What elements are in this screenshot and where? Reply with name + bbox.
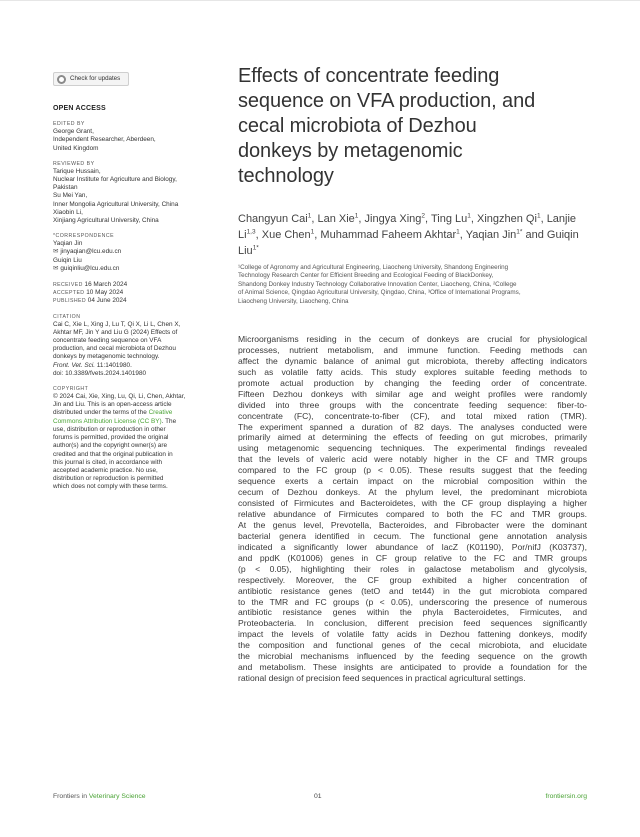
author-name[interactable]: Lanjie Li <box>238 213 577 241</box>
author-affiliation-ref: 1 <box>467 212 471 220</box>
abstract-line: antibiotic resistance genes (tetO and tet44) in the gut microbiota compared <box>238 585 587 596</box>
abstract-line: affect the dynamic balance of animal gut microbiota, thereby affecting indicators <box>238 355 587 366</box>
received-value: 16 March 2024 <box>84 281 128 289</box>
top-divider <box>0 0 640 1</box>
abstract-line: and metabolism. These insights are anticipated to provide a foundation for the <box>238 662 587 673</box>
footer-site-link[interactable]: frontiersin.org <box>545 793 587 800</box>
author-affiliation-ref: 1* <box>516 228 523 236</box>
reviewer-line: Xinjiang Agricultural University, China <box>53 217 159 225</box>
copyright-line: use, distribution or reproduction in other <box>53 425 166 433</box>
email-link[interactable] <box>53 265 215 273</box>
license-link[interactable]: Commons Attribution License (CC BY) <box>53 417 162 425</box>
abstract-line: sequence exerts a certain impact on the microbial composition within the <box>238 476 587 487</box>
citation-line: production, and cecal microbiota of Dezhou <box>53 345 176 353</box>
published-date <box>53 297 215 305</box>
citation-line: Akhtar MF, Jin Y and Liu G (2024) Effects of <box>53 328 178 336</box>
email-address: guiqinliu@lcu.edu.cn <box>60 264 120 272</box>
copyright-line: credited and that the original publication in <box>53 450 173 458</box>
copyright-line: author(s) and the copyright owner(s) are <box>53 442 168 450</box>
author-name[interactable]: Muhammad Faheem Akhtar <box>320 229 457 241</box>
abstract <box>238 334 587 684</box>
abstract-line: impact the levels of volatile fatty acids in Dezhou fattening donkeys, modify <box>238 629 587 640</box>
abstract-line: using metagenomic sequencing techniques. The experimental findings revealed <box>238 443 587 454</box>
copyright-line: forums is permitted, provided the original <box>53 434 169 442</box>
title-line: technology <box>238 165 334 187</box>
author-name[interactable]: Lan Xie <box>317 213 355 225</box>
copyright-line: © 2024 Cai, Xie, Xing, Lu, Qi, Li, Chen, Akhtar, <box>53 393 186 401</box>
dates-section <box>53 281 215 306</box>
envelope-icon: ✉ <box>53 264 59 272</box>
edited-by-label: EDITED BY <box>53 121 85 128</box>
editor-line: Independent Researcher, Aberdeen, <box>53 136 156 144</box>
abstract-line: compared to the FC group (p < 0.05). These results suggest that the feeding <box>238 465 587 476</box>
article-title <box>238 64 598 189</box>
abstract-line: antibiotic resistance genes within the phyla Bacteroidetes, Firmicutes, and <box>238 607 587 618</box>
abstract-line: to the TMR and FC groups (p < 0.05), underscoring the presence of numerous <box>238 596 587 607</box>
article-sidebar <box>53 72 215 492</box>
title-line: Effects of concentrate feeding <box>238 65 500 87</box>
citation-doi[interactable]: doi: 10.3389/fvets.2024.1401980 <box>53 369 147 377</box>
author-name[interactable]: Xue Chen <box>261 229 311 241</box>
affiliation-line: Shandong Donkey Industry Technology Collaborative Innovation Center, Liaocheng, China, ²College <box>238 280 517 288</box>
copyright-line: Jin and Liu. This is an open-access article <box>53 401 172 409</box>
abstract-line: primarily aimed at determining the effects of feeding on gut microbes, primarily <box>238 432 587 443</box>
footer-journal-prefix: Frontiers in <box>53 793 89 800</box>
citation-journal: Front. Vet. Sci. <box>53 361 96 369</box>
envelope-icon: ✉ <box>53 248 59 256</box>
author-affiliation-ref: 1 <box>354 212 359 220</box>
title-line: cecal microbiota of Dezhou <box>238 115 477 137</box>
published-value: 04 June 2024 <box>87 297 127 305</box>
citation-section <box>53 314 215 378</box>
reviewed-by-label: REVIEWED BY <box>53 160 95 167</box>
title-line: sequence on VFA production, and <box>238 90 536 112</box>
license-link[interactable]: Creative <box>148 409 173 417</box>
abstract-line: rational design of precision feed sequences in practical agricultural settings. <box>238 673 526 684</box>
reviewed-by-section <box>53 161 215 225</box>
open-access-label: OPEN ACCESS <box>53 105 106 112</box>
affiliation-line: Liaocheng University, Liaocheng, China <box>238 297 349 305</box>
abstract-line: The experiment spanned a duration of 82 days. The analyses conducted were <box>238 421 587 432</box>
author-affiliation-ref: 1 <box>456 228 460 236</box>
footer-journal[interactable] <box>53 793 146 800</box>
abstract-line: respectively. Moreover, the CF group exhibited a higher concentration of <box>238 574 587 585</box>
affiliation-line: ¹College of Agronomy and Agricultural Engineering, Liaocheng University, Shandong Engineering <box>238 264 509 271</box>
update-badge-icon <box>57 75 66 84</box>
reviewer-line: Xiaobin Li, <box>53 208 83 216</box>
affiliations <box>238 264 588 306</box>
author-name[interactable]: Guiqin Liu <box>238 229 579 257</box>
accepted-value: 10 May 2024 <box>86 289 124 297</box>
reviewer-line: Pakistan <box>53 184 78 192</box>
author-name[interactable]: Changyun Cai <box>238 213 308 225</box>
author-affiliation-ref: 1 <box>536 212 541 220</box>
copyright-text: . The <box>161 417 177 425</box>
citation-label: CITATION <box>53 313 81 320</box>
edited-by-section <box>53 121 215 153</box>
check-updates-button[interactable] <box>53 72 129 86</box>
abstract-line: (p < 0.05), highlighting their roles in galactose metabolism and glycolysis, <box>238 563 587 574</box>
page-number: 01 <box>314 793 322 800</box>
author-affiliation-ref: 2 <box>421 212 426 220</box>
reviewer-line: Tarique Hussain, <box>53 167 101 175</box>
citation-line: Cai C, Xie L, Xing J, Lu T, Qi X, Li L, Chen X, <box>53 320 181 328</box>
abstract-line: such as volatile fatty acids. This study explores suitable feeding methods to <box>238 366 587 377</box>
abstract-line: relative abundance of Firmicutes compared to both the FC and TMR groups. <box>238 509 587 519</box>
abstract-line: Proteobacteria. In conclusion, different precision feed sequences significantly <box>238 618 587 629</box>
citation-volume: 11:1401980. <box>95 361 132 369</box>
author-name[interactable]: Yaqian Jin <box>465 229 517 241</box>
copyright-line <box>53 409 215 417</box>
editor-line: George Grant, <box>53 128 94 136</box>
footer-journal-name: Veterinary Science <box>88 793 146 800</box>
abstract-line: promote actual production by changing the feeding order of concentrate. <box>238 377 587 388</box>
corresponding-author-name: Guiqin Liu <box>53 256 82 264</box>
abstract-line: concentrate (FC), concentrate-to-fiber (CF), and total mixed ration (TMR). <box>238 410 587 421</box>
copyright-label: COPYRIGHT <box>53 386 89 393</box>
accepted-date <box>53 289 215 297</box>
correspondence-label: *CORRESPONDENCE <box>53 233 115 240</box>
citation-line: donkeys by metagenomic technology. <box>53 353 160 361</box>
copyright-text: distributed under the terms of the <box>53 409 149 417</box>
author-affiliation-ref: 1* <box>252 244 259 252</box>
author-name[interactable]: Jingya Xing <box>364 213 422 225</box>
author-list: Changyun Cai$^1$, Lan Xie$^1$, Jingya Xing$^2$, Ting Lu$^1$, Xingzhen Qi$^1$, Lanjie Li$^{1,3}$, Xue Chen$^1$, Muhammad Faheem Akhtar$^1$, Yaqian Jin$^{1*}$ and Guiqin Liu$^{1*}$ <box>238 212 579 257</box>
correspondence-section <box>53 233 215 273</box>
author-name[interactable]: Ting Lu <box>430 213 468 225</box>
email-address: jinyaqian@lcu.edu.cn <box>60 248 122 256</box>
citation-line: concentrate feeding sequence on VFA <box>53 337 162 345</box>
affiliation-line: Technology Research Center for Efficient Breeding and Ecological Feeding of BlackDonkey, <box>238 272 494 280</box>
citation-journal-line <box>53 362 215 370</box>
corresponding-author-name: Yaqian Jin <box>53 240 83 248</box>
abstract-line: indicated a significantly lower abundance of lacZ (K01190), Por/nifJ (K03737), <box>238 541 587 552</box>
abstract-line: bacterial genera identified in cecum. The functional gene annotation analysis <box>238 530 587 541</box>
accepted-label: ACCEPTED <box>53 290 85 297</box>
copyright-section <box>53 386 215 491</box>
abstract-line: consisted of Firmicutes and Bacteroidetes, with the CF group displaying a higher <box>238 498 587 509</box>
check-updates-label: Check for updates <box>70 74 121 82</box>
received-date <box>53 281 215 289</box>
reviewer-line: Nuclear Institute for Agriculture and Biology, <box>53 176 177 184</box>
author-name[interactable]: Xingzhen Qi <box>477 213 537 225</box>
abstract-line: and ppdK (K01006) genes in CF group relative to the FC and TMR groups <box>238 552 587 563</box>
email-link[interactable] <box>53 248 215 256</box>
author-affiliation-ref: 1 <box>307 212 312 220</box>
abstract-line: the composition and functional genes of the cecal microbiota, and elucidate <box>238 640 587 651</box>
author-affiliation-ref: 1 <box>310 228 315 236</box>
published-label: PUBLISHED <box>53 298 87 305</box>
abstract-line: divided into three groups with the concentrate feeding sequence: fiber-to- <box>238 399 587 410</box>
abstract-line: that the levels of valeric acid were notably higher in the CF and TMR groups <box>238 454 587 465</box>
copyright-line: which does not comply with these terms. <box>53 483 168 491</box>
author-affiliation-ref: 1,3 <box>246 228 256 236</box>
abstract-line: the microbial mechanisms influenced by the feeding sequence on the growth <box>238 651 587 662</box>
copyright-line <box>53 418 215 426</box>
reviewer-line: Inner Mongolia Agricultural University, China <box>53 200 179 208</box>
abstract-line: At the genus level, Prevotella, Bacteroides, and Fibrobacter were the dominant <box>238 519 587 530</box>
editor-line: United Kingdom <box>53 144 99 152</box>
abstract-line: cecum of Dezhou donkeys. At the phylum level, the predominant microbiota <box>238 487 587 498</box>
copyright-line: accepted academic practice. No use, <box>53 466 158 474</box>
copyright-line: distribution or reproduction is permitted <box>53 475 164 483</box>
copyright-line: this journal is cited, in accordance with <box>53 458 163 466</box>
received-label: RECEIVED <box>53 282 83 289</box>
abstract-line: Fifteen Dezhou donkeys with similar age and weight profiles were randomly <box>238 388 587 399</box>
title-line: donkeys by metagenomic <box>238 140 463 162</box>
abstract-line: processes, nutrient metabolism, and immune function. Feeding methods can <box>238 344 587 355</box>
affiliation-line: of Animal Science, Qingdao Agricultural University, Qingdao, China, ³Office of International Programs, <box>238 289 521 297</box>
reviewer-line: Su Mei Yan, <box>53 192 88 200</box>
abstract-line: Microorganisms residing in the cecum of donkeys are crucial for physiological <box>238 334 587 344</box>
